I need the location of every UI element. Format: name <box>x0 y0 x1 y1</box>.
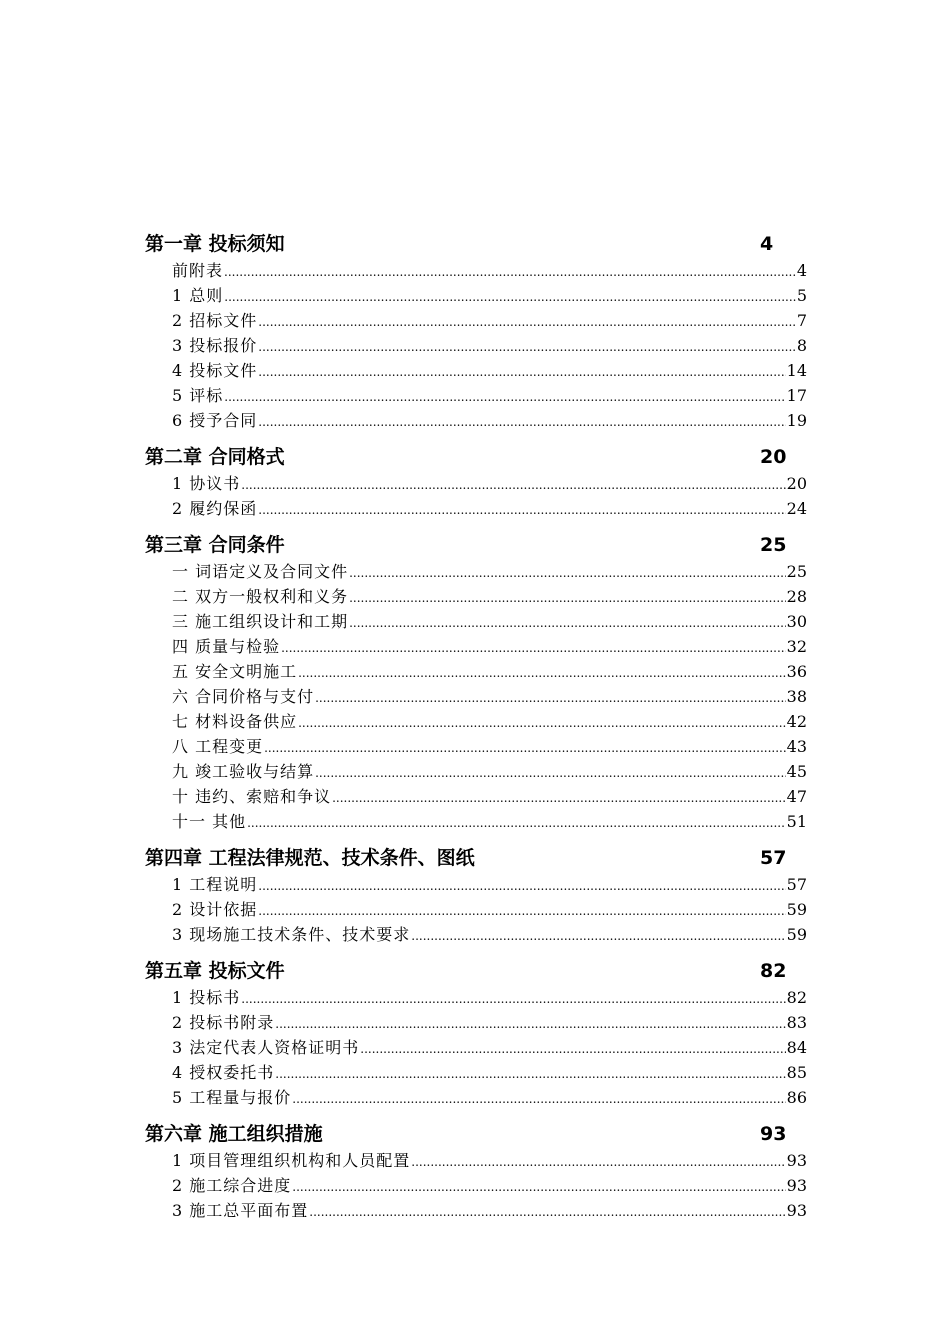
dot-leader <box>315 686 786 711</box>
entry-title: 七 材料设备供应 <box>172 712 298 731</box>
toc-entry[interactable] <box>145 897 807 922</box>
toc-chapter <box>145 844 807 947</box>
chapter-heading[interactable] <box>145 1120 807 1148</box>
toc-entry[interactable] <box>145 1060 807 1085</box>
dot-leader <box>241 987 785 1012</box>
entry-page-number: 5 <box>796 286 807 305</box>
toc-entry[interactable] <box>145 709 807 734</box>
entry-title: 2 履约保函 <box>172 499 258 518</box>
dot-leader <box>298 661 786 686</box>
dot-leader <box>275 1062 785 1087</box>
entry-title: 五 安全文明施工 <box>172 662 298 681</box>
toc-chapter <box>145 531 807 834</box>
toc-entry[interactable] <box>145 1010 807 1035</box>
dot-leader <box>258 335 796 360</box>
entry-title: 六 合同价格与支付 <box>172 687 315 706</box>
dot-leader <box>309 1200 785 1225</box>
dot-leader <box>315 761 786 786</box>
entry-page-number: 32 <box>786 637 807 656</box>
dot-leader <box>275 1012 785 1037</box>
dot-leader <box>298 711 786 736</box>
entry-title: 三 施工组织设计和工期 <box>172 612 349 631</box>
chapter-title: 第四章 工程法律规范、技术条件、图纸 <box>145 847 475 869</box>
toc-entry[interactable] <box>145 258 807 283</box>
toc-entry[interactable] <box>145 308 807 333</box>
toc-entry[interactable] <box>145 1085 807 1110</box>
entry-title: 4 投标文件 <box>172 361 258 380</box>
dot-leader <box>264 736 786 761</box>
chapter-title: 第二章 合同格式 <box>145 446 285 468</box>
entry-page-number: 42 <box>786 712 807 731</box>
dot-leader <box>241 473 785 498</box>
toc-entry[interactable] <box>145 759 807 784</box>
chapter-title: 第一章 投标须知 <box>145 233 285 255</box>
toc-entry[interactable] <box>145 684 807 709</box>
dot-leader <box>247 811 786 836</box>
entry-page-number: 59 <box>786 925 807 944</box>
entry-title: 2 招标文件 <box>172 311 258 330</box>
dot-leader <box>224 260 796 285</box>
toc-entry[interactable] <box>145 985 807 1010</box>
entry-title: 前附表 <box>172 261 224 280</box>
chapter-page-number: 25 <box>760 534 787 556</box>
dot-leader <box>292 1175 785 1200</box>
entry-title: 2 设计依据 <box>172 900 258 919</box>
entry-title: 十一 其他 <box>172 812 247 831</box>
dot-leader <box>258 360 785 385</box>
toc-entry[interactable] <box>145 1198 807 1223</box>
chapter-page-number: 93 <box>760 1123 787 1145</box>
toc-chapter <box>145 1120 807 1223</box>
entry-title: 1 总则 <box>172 286 224 305</box>
toc-entry[interactable] <box>145 408 807 433</box>
toc-entry[interactable] <box>145 809 807 834</box>
dot-leader <box>258 410 785 435</box>
entry-title: 1 协议书 <box>172 474 241 493</box>
entry-page-number: 38 <box>786 687 807 706</box>
entry-page-number: 84 <box>786 1038 807 1057</box>
entry-page-number: 14 <box>786 361 807 380</box>
chapter-heading[interactable] <box>145 844 807 872</box>
entry-page-number: 93 <box>786 1176 807 1195</box>
chapter-heading[interactable] <box>145 531 807 559</box>
toc-entry[interactable] <box>145 734 807 759</box>
entry-page-number: 25 <box>786 562 807 581</box>
entry-title: 1 项目管理组织机构和人员配置 <box>172 1151 411 1170</box>
entry-page-number: 28 <box>786 587 807 606</box>
toc-entry[interactable] <box>145 383 807 408</box>
entry-page-number: 24 <box>786 499 807 518</box>
entry-title: 九 竣工验收与结算 <box>172 762 315 781</box>
toc-chapter <box>145 957 807 1110</box>
toc-entry[interactable] <box>145 784 807 809</box>
chapter-page-number: 4 <box>760 233 774 255</box>
dot-leader <box>349 611 786 636</box>
chapter-heading[interactable] <box>145 957 807 985</box>
entry-title: 2 投标书附录 <box>172 1013 275 1032</box>
entry-title: 3 投标报价 <box>172 336 258 355</box>
entry-page-number: 36 <box>786 662 807 681</box>
entry-page-number: 30 <box>786 612 807 631</box>
entry-page-number: 47 <box>786 787 807 806</box>
entry-page-number: 43 <box>786 737 807 756</box>
toc-entry[interactable] <box>145 659 807 684</box>
entry-title: 一 词语定义及合同文件 <box>172 562 349 581</box>
entry-title: 八 工程变更 <box>172 737 264 756</box>
dot-leader <box>349 561 786 586</box>
entry-title: 3 施工总平面布置 <box>172 1201 309 1220</box>
entry-title: 3 法定代表人资格证明书 <box>172 1038 360 1057</box>
toc-entry[interactable] <box>145 634 807 659</box>
dot-leader <box>258 498 785 523</box>
entry-page-number: 4 <box>796 261 807 280</box>
entry-page-number: 93 <box>786 1201 807 1220</box>
dot-leader <box>281 636 786 661</box>
chapter-page-number: 57 <box>760 847 787 869</box>
dot-leader <box>332 786 786 811</box>
entry-page-number: 19 <box>786 411 807 430</box>
chapter-title: 第五章 投标文件 <box>145 960 285 982</box>
entry-title: 6 授予合同 <box>172 411 258 430</box>
entry-title: 5 工程量与报价 <box>172 1088 292 1107</box>
entry-title: 3 现场施工技术条件、技术要求 <box>172 925 411 944</box>
dot-leader <box>292 1087 785 1112</box>
entry-title: 5 评标 <box>172 386 224 405</box>
entry-page-number: 20 <box>786 474 807 493</box>
chapter-page-number: 82 <box>760 960 787 982</box>
dot-leader <box>224 385 785 410</box>
toc-entry[interactable] <box>145 584 807 609</box>
entry-page-number: 85 <box>786 1063 807 1082</box>
chapter-heading[interactable] <box>145 443 807 471</box>
toc-entry[interactable] <box>145 559 807 584</box>
entry-page-number: 57 <box>786 875 807 894</box>
toc-entry[interactable] <box>145 1035 807 1060</box>
dot-leader <box>360 1037 785 1062</box>
entry-page-number: 45 <box>786 762 807 781</box>
entry-page-number: 82 <box>786 988 807 1007</box>
toc-entry[interactable] <box>145 922 807 947</box>
entry-title: 二 双方一般权利和义务 <box>172 587 349 606</box>
entry-title: 4 授权委托书 <box>172 1063 275 1082</box>
toc-entry[interactable] <box>145 333 807 358</box>
toc-entry[interactable] <box>145 609 807 634</box>
toc-entry[interactable] <box>145 1148 807 1173</box>
dot-leader <box>224 285 796 310</box>
toc-entry[interactable] <box>145 1173 807 1198</box>
entry-page-number: 59 <box>786 900 807 919</box>
chapter-title: 第六章 施工组织措施 <box>145 1123 323 1145</box>
entry-page-number: 7 <box>796 311 807 330</box>
entry-title: 1 投标书 <box>172 988 241 1007</box>
toc-entry[interactable] <box>145 283 807 308</box>
toc-entry[interactable] <box>145 872 807 897</box>
dot-leader <box>258 310 796 335</box>
toc-entry[interactable] <box>145 496 807 521</box>
toc-entry[interactable] <box>145 358 807 383</box>
dot-leader <box>258 874 785 899</box>
table-of-contents <box>145 230 807 1233</box>
entry-page-number: 51 <box>786 812 807 831</box>
toc-chapter <box>145 230 807 433</box>
entry-title: 2 施工综合进度 <box>172 1176 292 1195</box>
entry-title: 1 工程说明 <box>172 875 258 894</box>
dot-leader <box>411 1150 785 1175</box>
entry-title: 十 违约、索赔和争议 <box>172 787 332 806</box>
toc-entry[interactable] <box>145 471 807 496</box>
entry-page-number: 8 <box>796 336 807 355</box>
dot-leader <box>258 899 785 924</box>
chapter-page-number: 20 <box>760 446 787 468</box>
entry-page-number: 17 <box>786 386 807 405</box>
entry-page-number: 83 <box>786 1013 807 1032</box>
entry-page-number: 93 <box>786 1151 807 1170</box>
dot-leader <box>349 586 786 611</box>
toc-chapter <box>145 443 807 521</box>
chapter-heading[interactable] <box>145 230 807 258</box>
entry-page-number: 86 <box>786 1088 807 1107</box>
chapter-title: 第三章 合同条件 <box>145 534 285 556</box>
dot-leader <box>411 924 785 949</box>
entry-title: 四 质量与检验 <box>172 637 281 656</box>
